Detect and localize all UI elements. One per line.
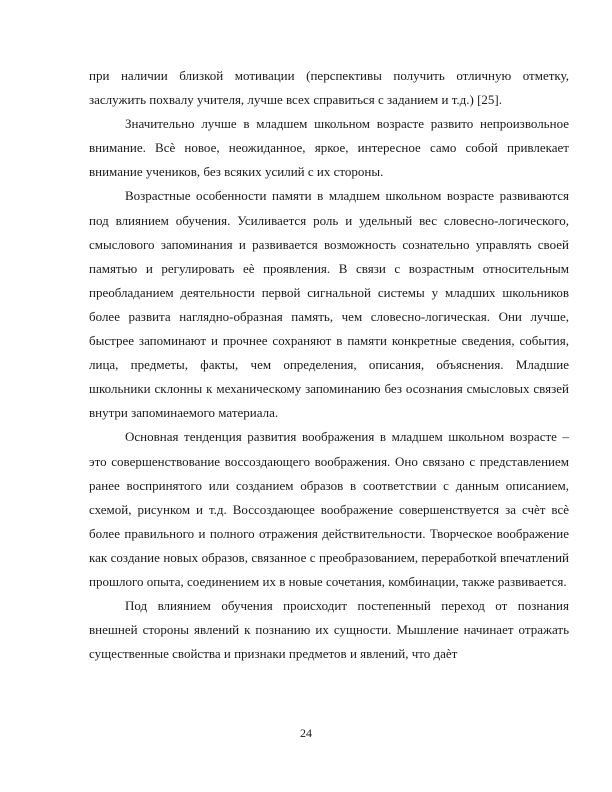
body-text <box>89 64 569 666</box>
paragraph-memory: Возрастные особенности памяти в младшем школьном возрасте развиваются под влиянием обучения. Усиливается роль и удельный вес словесно-логического, смыслового запоминания и развивается возможность сознательно управлять своей памятью и регулировать еѐ проявления. В связи с возрастным относительным преобладанием деятельности первой сигнальной системы у младших школьников более развита наглядно-образная память, чем словесно-логическая. Они лучше, быстрее запоминают и прочнее сохраняют в памяти конкретные сведения, события, лица, предметы, факты, чем определения, описания, объяснения. Младшие школьники склонны к механическому запоминанию без осознания смысловых связей внутри запоминаемого материала. <box>89 188 569 421</box>
paragraph-imagination: Основная тенденция развития воображения в младшем школьном возрасте – это совершенствование воссоздающего воображения. Оно связано с представлением ранее воспринятого или созданием образов в соответствии с данным описанием, схемой, рисунком и т.д. Воссоздающее воображение совершенствуется за счѐт всѐ более правильного и полного отражения действительности. Творческое воображение как создание новых образов, связанное с преобразованием, переработкой впечатлений прошлого опыта, соединением их в новые сочетания, комбинации, также развивается. <box>89 429 569 589</box>
paragraph-thinking: Под влиянием обучения происходит постепенный переход от познания внешней стороны явлений к познанию их сущности. Мышление начинает отражать существенные свойства и признаки предметов и явлений, что даѐт <box>89 598 569 662</box>
paragraph-continuation: при наличии близкой мотивации (перспективы получить отличную отметку, заслужить похвалу учителя, лучше всех справиться с заданием и т.д.) [25]. <box>89 68 569 108</box>
page-number: 24 <box>300 726 312 740</box>
paragraph-attention: Значительно лучше в младшем школьном возрасте развито непроизвольное внимание. Всѐ новое, неожиданное, яркое, интересное само собой привлекает внимание учеников, без всяких усилий с их стороны. <box>89 116 569 180</box>
